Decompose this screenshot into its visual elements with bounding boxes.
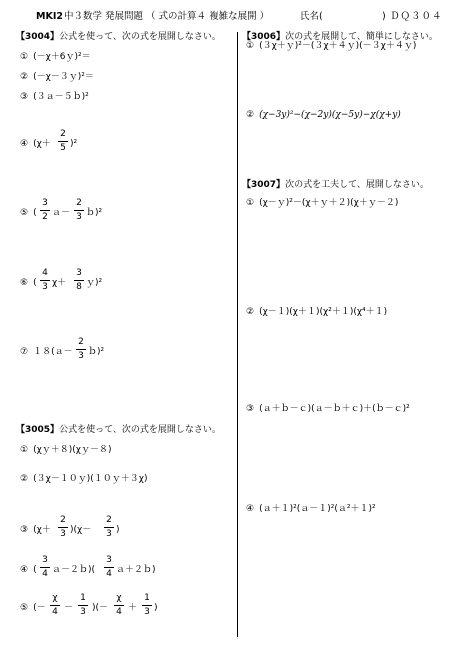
fraction: 1 3: [78, 594, 88, 617]
fraction: 4 3: [40, 269, 50, 292]
fraction: 3 2: [40, 199, 50, 222]
fraction: 2 5: [58, 130, 68, 153]
fraction: 2 3: [76, 338, 86, 361]
problem-3007-2: ② (χ－１)(χ＋１)(χ²＋１)(χ⁴＋１): [246, 307, 388, 317]
header-course: MKI2: [36, 11, 63, 22]
problem-3004-3: ③ (３ａ－５ｂ)²: [20, 92, 89, 102]
problem-3007-3: ③ (ａ＋ｂ－ｃ)(ａ－ｂ＋ｃ)＋(ｂ－ｃ)²: [246, 404, 410, 414]
problem-3005-1: ① (χｙ＋８)(χｙ－８): [20, 445, 112, 455]
problem-3004-1: ① (－χ＋6ｙ)²＝: [20, 52, 91, 62]
fraction: 3 8: [74, 269, 84, 292]
doc-code: ＤＱ３０４: [390, 11, 443, 22]
fraction: χ 4: [114, 594, 124, 617]
fraction: 1 3: [142, 594, 152, 617]
section-3006-title: 【3006】次の式を展開して、簡単にしなさい。: [242, 32, 438, 42]
section-3004-title: 【3004】公式を使って、次の式を展開しなさい。: [16, 32, 221, 42]
problem-3006-2: ② (χ−3y)²−(χ−2y)(χ−5y)−χ(χ+y): [246, 110, 401, 120]
fraction: χ 4: [50, 594, 60, 617]
name-close-paren: ): [382, 11, 386, 22]
fraction: 2 3: [58, 516, 68, 539]
problem-3007-4: ④ (ａ＋１)²(ａ－１)²(ａ²＋１)²: [246, 504, 376, 514]
section-3005-title: 【3005】公式を使って、次の式を展開しなさい。: [16, 425, 221, 435]
fraction: 3 4: [104, 556, 114, 579]
section-3007-title: 【3007】次の式を工夫して、展開しなさい。: [242, 180, 429, 190]
name-label: 氏名(: [300, 11, 323, 22]
problem-3006-1: ① (３χ＋ｙ)²－(３χ＋４ｙ)(－３χ＋４ｙ): [246, 41, 417, 51]
fraction: 2 3: [104, 516, 114, 539]
problem-3007-1: ① (χ－ｙ)²－(χ＋ｙ＋２)(χ＋ｙ－２): [246, 198, 399, 208]
fraction: 3 4: [40, 556, 50, 579]
problem-3005-2: ② (３χ－１０ｙ)(１０ｙ＋３χ): [20, 474, 148, 484]
problem-3004-2: ② (－χ－３ｙ)²＝: [20, 72, 94, 82]
fraction: 2 3: [74, 199, 84, 222]
page-title: 中３数学 発展問題 （ 式の計算４ 複雑な展開 ）: [64, 11, 270, 22]
column-divider: [237, 32, 238, 637]
